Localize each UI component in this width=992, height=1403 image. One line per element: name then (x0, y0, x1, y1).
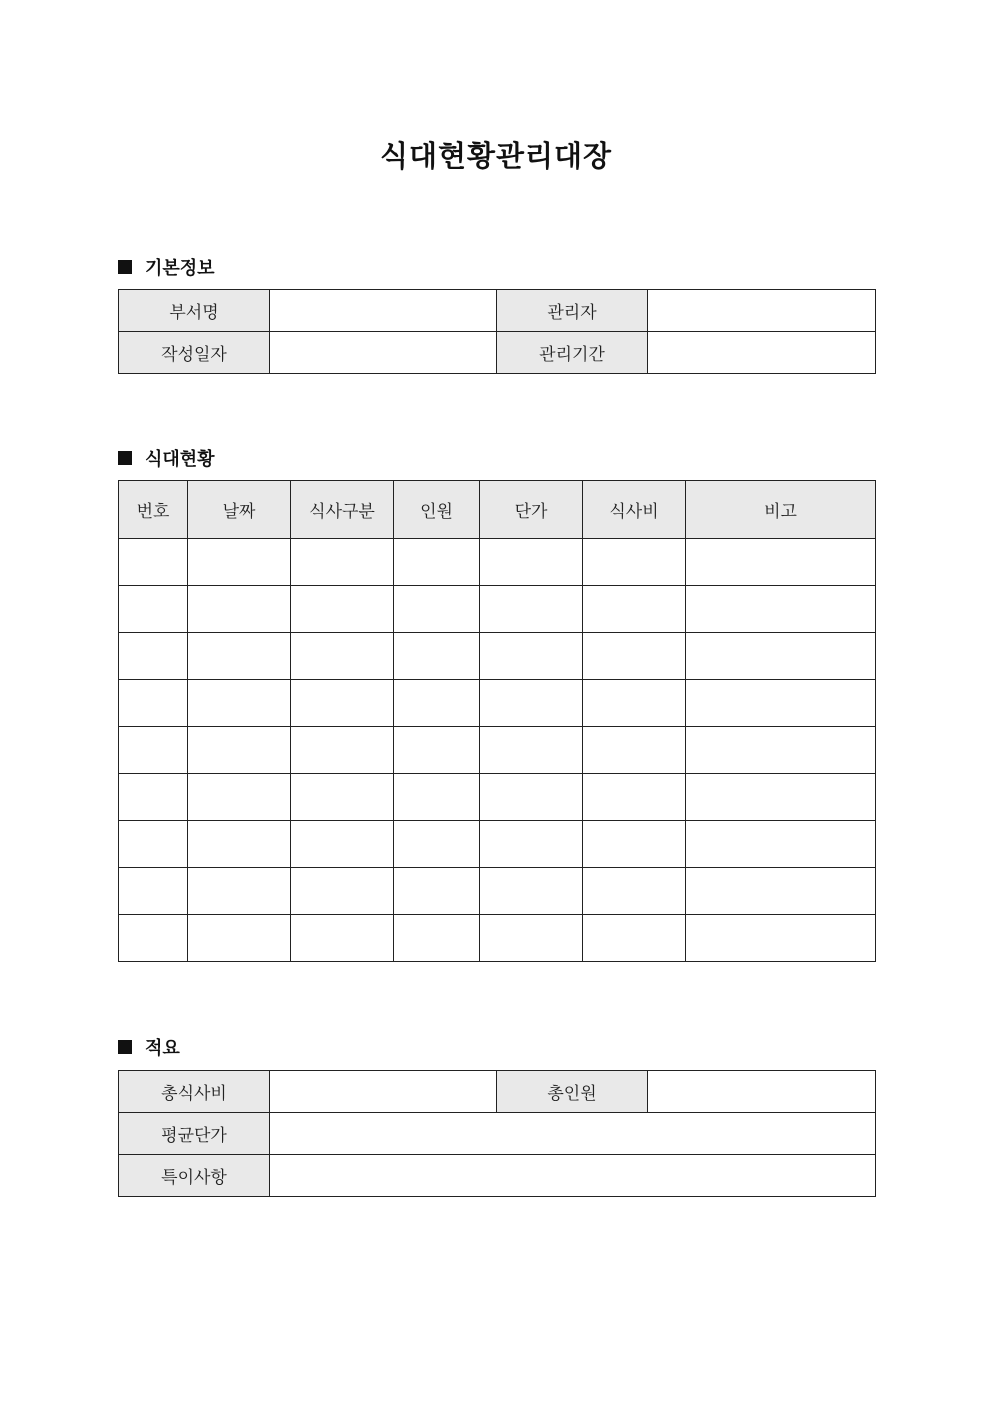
cell-meal-cost[interactable] (583, 868, 686, 915)
table-row (119, 332, 876, 374)
value-management-period[interactable] (648, 332, 876, 374)
cell-meal-cost[interactable] (583, 915, 686, 962)
cell-meal-type[interactable] (291, 680, 394, 727)
cell-notes[interactable] (686, 586, 876, 633)
table-row (119, 1113, 876, 1155)
cell-meal-type[interactable] (291, 539, 394, 586)
black-square-icon (118, 1040, 132, 1054)
cell-notes[interactable] (686, 774, 876, 821)
value-remarks[interactable] (270, 1155, 876, 1197)
cell-people[interactable] (394, 868, 480, 915)
cell-people[interactable] (394, 774, 480, 821)
cell-date[interactable] (188, 727, 291, 774)
black-square-icon (118, 451, 132, 465)
label-average-unit-price: 평균단가 (119, 1113, 270, 1155)
cell-meal-type[interactable] (291, 633, 394, 680)
cell-meal-type[interactable] (291, 774, 394, 821)
section-heading-summary (118, 1034, 180, 1060)
label-date-written: 작성일자 (119, 332, 270, 374)
cell-number[interactable] (119, 868, 188, 915)
cell-meal-cost[interactable] (583, 633, 686, 680)
column-header-meal-cost: 식사비 (583, 481, 686, 539)
table-row (119, 290, 876, 332)
cell-unit-price[interactable] (480, 915, 583, 962)
cell-unit-price[interactable] (480, 821, 583, 868)
cell-notes[interactable] (686, 539, 876, 586)
label-department: 부서명 (119, 290, 270, 332)
label-total-people: 총인원 (497, 1071, 648, 1113)
cell-meal-type[interactable] (291, 727, 394, 774)
cell-people[interactable] (394, 539, 480, 586)
column-header-date: 날짜 (188, 481, 291, 539)
cell-people[interactable] (394, 821, 480, 868)
cell-number[interactable] (119, 727, 188, 774)
cell-date[interactable] (188, 586, 291, 633)
cell-meal-cost[interactable] (583, 774, 686, 821)
cell-meal-cost[interactable] (583, 586, 686, 633)
column-header-number: 번호 (119, 481, 188, 539)
value-average-unit-price[interactable] (270, 1113, 876, 1155)
cell-meal-cost[interactable] (583, 539, 686, 586)
table-row (119, 1155, 876, 1197)
cell-notes[interactable] (686, 868, 876, 915)
label-total-meal-cost: 총식사비 (119, 1071, 270, 1113)
column-header-meal-type: 식사구분 (291, 481, 394, 539)
label-management-period: 관리기간 (497, 332, 648, 374)
cell-meal-type[interactable] (291, 586, 394, 633)
section-heading-meal-status (118, 445, 215, 471)
column-header-unit-price: 단가 (480, 481, 583, 539)
section-heading-label: 적요 (145, 1038, 180, 1059)
cell-unit-price[interactable] (480, 774, 583, 821)
table-row (119, 915, 876, 962)
cell-people[interactable] (394, 633, 480, 680)
summary-table (118, 1070, 876, 1197)
cell-meal-type[interactable] (291, 915, 394, 962)
cell-number[interactable] (119, 586, 188, 633)
column-header-notes: 비고 (686, 481, 876, 539)
table-row (119, 774, 876, 821)
cell-unit-price[interactable] (480, 633, 583, 680)
meal-table-body (119, 539, 876, 962)
cell-meal-cost[interactable] (583, 727, 686, 774)
cell-meal-cost[interactable] (583, 821, 686, 868)
black-square-icon (118, 260, 132, 274)
cell-unit-price[interactable] (480, 868, 583, 915)
cell-meal-cost[interactable] (583, 680, 686, 727)
section-heading-label: 식대현황 (145, 449, 215, 470)
cell-date[interactable] (188, 868, 291, 915)
cell-date[interactable] (188, 680, 291, 727)
table-row (119, 539, 876, 586)
column-header-people: 인원 (394, 481, 480, 539)
basic-info-table (118, 289, 876, 374)
cell-notes[interactable] (686, 680, 876, 727)
cell-meal-type[interactable] (291, 868, 394, 915)
cell-date[interactable] (188, 915, 291, 962)
cell-number[interactable] (119, 821, 188, 868)
value-total-meal-cost[interactable] (270, 1071, 497, 1113)
table-row (119, 868, 876, 915)
document-title: 식대현황관리대장 (379, 139, 613, 173)
table-row (119, 1071, 876, 1113)
cell-people[interactable] (394, 680, 480, 727)
cell-unit-price[interactable] (480, 586, 583, 633)
table-row (119, 821, 876, 868)
cell-notes[interactable] (686, 633, 876, 680)
cell-date[interactable] (188, 539, 291, 586)
cell-number[interactable] (119, 915, 188, 962)
cell-number[interactable] (119, 633, 188, 680)
cell-notes[interactable] (686, 821, 876, 868)
value-department[interactable] (270, 290, 497, 332)
cell-unit-price[interactable] (480, 680, 583, 727)
cell-unit-price[interactable] (480, 727, 583, 774)
cell-notes[interactable] (686, 727, 876, 774)
table-row (119, 633, 876, 680)
value-total-people[interactable] (648, 1071, 876, 1113)
meal-status-table (118, 480, 876, 962)
cell-people[interactable] (394, 586, 480, 633)
cell-people[interactable] (394, 727, 480, 774)
label-remarks: 특이사항 (119, 1155, 270, 1197)
cell-unit-price[interactable] (480, 539, 583, 586)
section-heading-label: 기본정보 (145, 258, 215, 279)
cell-number[interactable] (119, 539, 188, 586)
cell-meal-type[interactable] (291, 821, 394, 868)
cell-number[interactable] (119, 774, 188, 821)
cell-date[interactable] (188, 633, 291, 680)
cell-notes[interactable] (686, 915, 876, 962)
table-row (119, 680, 876, 727)
value-manager[interactable] (648, 290, 876, 332)
value-date-written[interactable] (270, 332, 497, 374)
cell-date[interactable] (188, 774, 291, 821)
label-manager: 관리자 (497, 290, 648, 332)
table-header-row (119, 481, 876, 539)
cell-date[interactable] (188, 821, 291, 868)
table-row (119, 586, 876, 633)
cell-people[interactable] (394, 915, 480, 962)
section-heading-basic-info (118, 254, 215, 280)
cell-number[interactable] (119, 680, 188, 727)
table-row (119, 727, 876, 774)
